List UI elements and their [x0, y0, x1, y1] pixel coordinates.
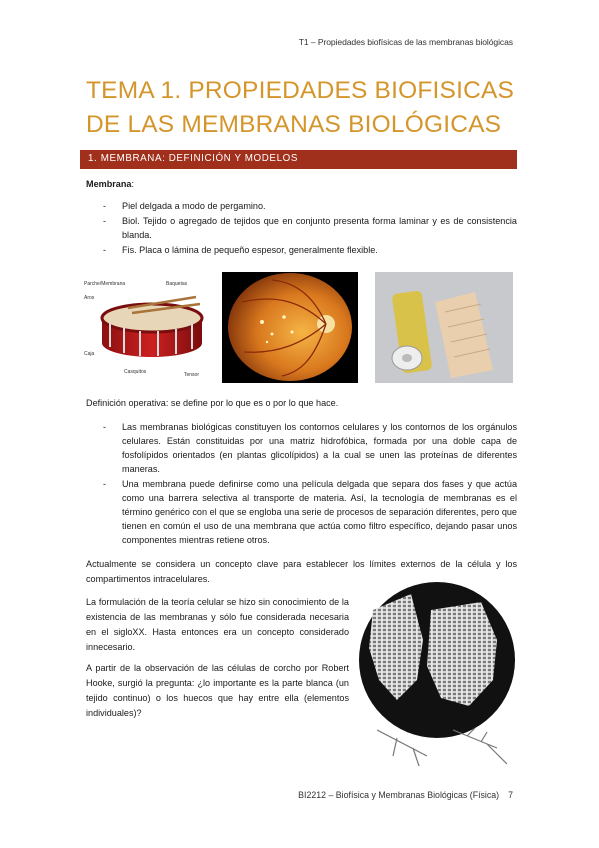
- page-number: 7: [508, 790, 513, 800]
- definicion-list: [103, 420, 517, 548]
- hooke-paragraph: A partir de la observación de las células de corcho por Robert Hooke, surgió la pregunta: ¿lo importante es la parte blanca (un tejido continuo) o los huecos que hay entre ella (elementos individuales)?: [86, 663, 349, 718]
- list-item: [103, 199, 517, 213]
- list-item: [103, 420, 517, 476]
- section-heading: 1. MEMBRANA: DEFINICIÓN Y MODELOS: [88, 153, 298, 164]
- membrana-heading-paragraph: [86, 177, 134, 192]
- title-line-1: TEMA 1. PROPIEDADES BIOFISICAS: [86, 77, 515, 104]
- list-item-text: Una membrana puede definirse como una película delgada que separa dos fases y que actúa como una barrera selectiva al transporte de materia. Así, la tecnología de membranas es el término genérico con el que se engloba una serie de procesos de separación diferentes, pero que tienen en común el uso de una membrana que actúa como filtro específico, dejando pasar unos componentes mientras retiene otros.: [122, 479, 517, 545]
- list-dash: -: [103, 245, 107, 255]
- list-dash: -: [103, 201, 107, 211]
- membrane-filter-photo: [375, 272, 513, 383]
- drum-label-tensor: Tensor: [184, 372, 200, 378]
- drum-label-baquetas: Baquetas: [166, 281, 188, 287]
- list-item: [103, 214, 517, 242]
- page-title: [86, 74, 526, 142]
- teoria-celular-paragraph: La formulación de la teoría celular se hizo sin conocimiento de la existencia de las membranas y sólo fue considerada necesaria en el sigloXX. Hasta entonces era un concepto considerado innecesario.: [86, 597, 349, 652]
- list-dash: -: [103, 479, 107, 489]
- drum-label-parche: Parche/Membrana: [84, 281, 126, 287]
- title-line-2: DE LAS MEMBRANAS BIOLÓGICAS: [86, 111, 502, 138]
- section-heading-bar: [80, 150, 517, 169]
- list-item-text: Piel delgada a modo de pergamino.: [122, 201, 266, 211]
- drum-label-aros: Aros: [84, 295, 95, 301]
- actualmente-paragraph: Actualmente se considera un concepto clave para establecer los límites externos de la célula y los compartimentos intracelulares.: [86, 559, 517, 584]
- list-item-text: Fis. Placa o lámina de pequeño espesor, generalmente flexible.: [122, 245, 378, 255]
- list-item-text: Biol. Tejido o agregado de tejidos que en conjunto presenta forma laminar y es de consistencia blanda.: [122, 216, 517, 240]
- list-item-text: Las membranas biológicas constituyen los contornos celulares y los contornos de los orgánulos celulares. Están constituidas por una matriz hidrofóbica, formada por una doble capa de fosfolípidos orientados (en plantas glicolípidos) a la cual se unen las proteínas de diferentes maneras.: [122, 422, 517, 474]
- page-footer: [298, 790, 513, 800]
- list-dash: -: [103, 422, 107, 432]
- membrana-heading: Membrana: [86, 179, 132, 189]
- membrana-heading-colon: :: [131, 179, 135, 189]
- retina-photo: [222, 272, 358, 383]
- list-item: [103, 243, 517, 257]
- drum-label-caja: Caja: [84, 351, 95, 357]
- definicion-operativa: Definición operativa: se define por lo que es o por lo que hace.: [86, 398, 339, 408]
- list-dash: -: [103, 216, 107, 226]
- footer-course: BI2212 – Biofísica y Membranas Biológicas (Física): [298, 790, 500, 800]
- hooke-cork-engraving: [357, 580, 519, 770]
- membrana-definitions-list: [103, 199, 517, 258]
- drum-label-casquitos: Casquitos: [124, 369, 147, 375]
- running-header: T1 – Propiedades biofísicas de las membranas biológicas: [298, 37, 513, 47]
- list-item: [103, 477, 517, 547]
- drum-illustration: [84, 273, 216, 383]
